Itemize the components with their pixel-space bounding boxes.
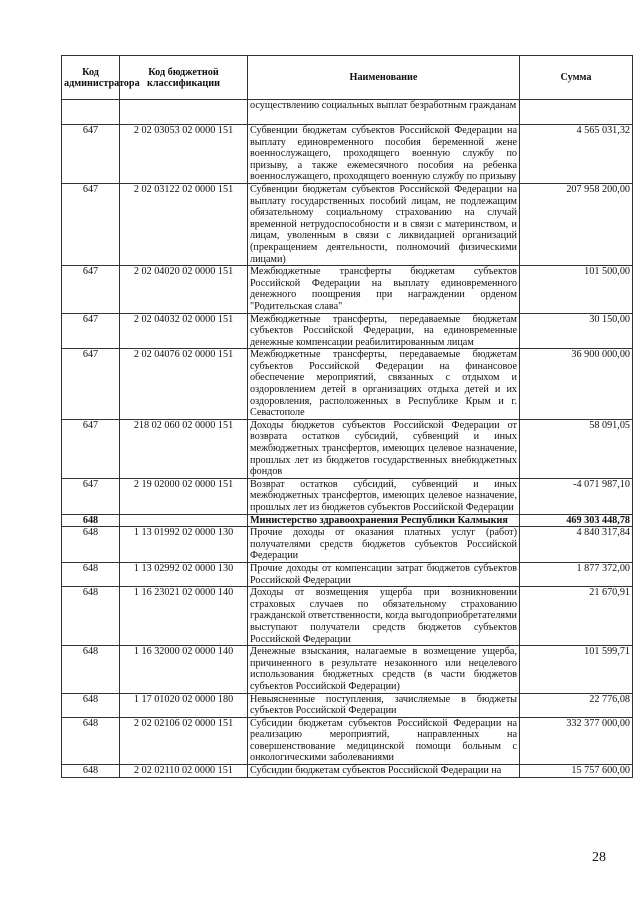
table-row: [62, 527, 633, 563]
name-cell: Субвенции бюджетам субъектов Российской Федерации на выплату государственных пособий лицам, не подлежащим обязательному социальному страхованию на случай временной нетрудоспособности и в связи с материнством, и лицам, уволенным в связи с ликвидацией организаций (прекращением деятельности, полномочий физическими лицами): [248, 183, 520, 265]
admin-code-cell: 647: [62, 478, 120, 514]
admin-code-cell: 647: [62, 419, 120, 478]
budget-code-cell: 1 13 02992 02 0000 130: [120, 562, 248, 586]
sum-cell: 15 757 600,00: [520, 765, 633, 778]
sum-cell: 58 091,05: [520, 419, 633, 478]
table-row: [62, 562, 633, 586]
name-cell: Невыясненные поступления, зачисляемые в бюджеты субъектов Российской Федерации: [248, 693, 520, 717]
budget-code-cell: 1 16 32000 02 0000 140: [120, 646, 248, 693]
budget-code-cell: 1 17 01020 02 0000 180: [120, 693, 248, 717]
name-cell: Субсидии бюджетам субъектов Российской Федерации на: [248, 765, 520, 778]
budget-code-cell: 2 02 03053 02 0000 151: [120, 125, 248, 184]
budget-code-cell: 2 02 04032 02 0000 151: [120, 313, 248, 349]
budget-code-cell: 2 02 03122 02 0000 151: [120, 183, 248, 265]
table-row: [62, 765, 633, 778]
table-row: [62, 514, 633, 527]
name-cell: Прочие доходы от оказания платных услуг (работ) получателями средств бюджетов субъектов Российской Федерации: [248, 527, 520, 563]
admin-code-cell: 647: [62, 266, 120, 313]
name-cell: Прочие доходы от компенсации затрат бюджетов субъектов Российской Федерации: [248, 562, 520, 586]
budget-code-cell: 2 19 02000 02 0000 151: [120, 478, 248, 514]
budget-code-cell: 2 02 04076 02 0000 151: [120, 349, 248, 420]
table-row: [62, 646, 633, 693]
header-budget-code: Код бюджетной классификации: [120, 56, 248, 100]
table-row: [62, 266, 633, 313]
table-row: [62, 478, 633, 514]
budget-code-cell: 1 13 01992 02 0000 130: [120, 527, 248, 563]
budget-code-cell: 2 02 02110 02 0000 151: [120, 765, 248, 778]
name-cell: Межбюджетные трансферты бюджетам субъектов Российской Федерации на выплату единовременного денежного поощрения при награждении орденом "Родительская слава": [248, 266, 520, 313]
header-name: Наименование: [248, 56, 520, 100]
name-cell: Возврат остатков субсидий, субвенций и иных межбюджетных трансфертов, имеющих целевое назначение, прошлых лет из бюджетов субъектов Российской Федерации: [248, 478, 520, 514]
continuation-admin-cell: [62, 100, 120, 125]
budget-code-cell: [120, 514, 248, 527]
sum-cell: 207 958 200,00: [520, 183, 633, 265]
admin-code-cell: 648: [62, 717, 120, 764]
sum-cell: 101 599,71: [520, 646, 633, 693]
admin-code-cell: 648: [62, 562, 120, 586]
table-row: [62, 419, 633, 478]
name-cell: Межбюджетные трансферты, передаваемые бюджетам субъектов Российской Федерации, на единовременные денежные компенсации реабилитированным лицам: [248, 313, 520, 349]
budget-code-cell: 1 16 23021 02 0000 140: [120, 587, 248, 646]
continuation-sum-cell: [520, 100, 633, 125]
header-sum: Сумма: [520, 56, 633, 100]
sum-cell: 22 776,08: [520, 693, 633, 717]
admin-code-cell: 648: [62, 765, 120, 778]
table-row: [62, 125, 633, 184]
table-row: [62, 587, 633, 646]
sum-cell: 4 565 031,32: [520, 125, 633, 184]
name-cell: Денежные взыскания, налагаемые в возмещение ущерба, причиненного в результате незаконного или нецелевого использования бюджетных средств (в части бюджетов субъектов Российской Федерации): [248, 646, 520, 693]
admin-code-cell: 648: [62, 693, 120, 717]
page-number: 28: [592, 850, 606, 865]
sum-cell: 21 670,91: [520, 587, 633, 646]
admin-code-cell: 648: [62, 646, 120, 693]
admin-code-cell: 648: [62, 587, 120, 646]
sum-cell: 4 840 317,84: [520, 527, 633, 563]
name-cell: Субвенции бюджетам субъектов Российской Федерации на выплату единовременного пособия беременной жене военнослужащего, проходящего военную службу по призыву, а также ежемесячного пособия на ребенка военнослужащего, проходящего военную службу по призыву: [248, 125, 520, 184]
table-row: [62, 693, 633, 717]
table-row: [62, 313, 633, 349]
continuation-kbk-cell: [120, 100, 248, 125]
admin-code-cell: 647: [62, 349, 120, 420]
name-cell: Доходы бюджетов субъектов Российской Федерации от возврата остатков субсидий, субвенций и иных межбюджетных трансфертов, имеющих целевое назначение, прошлых лет из бюджетов государственных внебюджетных фондов: [248, 419, 520, 478]
continuation-text: осуществлению социальных выплат безработным гражданам: [248, 100, 520, 125]
admin-code-cell: 648: [62, 514, 120, 527]
sum-cell: 30 150,00: [520, 313, 633, 349]
budget-code-cell: 2 02 04020 02 0000 151: [120, 266, 248, 313]
admin-code-cell: 647: [62, 125, 120, 184]
table-row: [62, 717, 633, 764]
name-cell: Доходы от возмещения ущерба при возникновении страховых случаев по обязательному страхованию гражданской ответственности, когда выгодоприобретателями выступают получатели средств бюджетов субъектов Российской Федерации: [248, 587, 520, 646]
sum-cell: 36 900 000,00: [520, 349, 633, 420]
name-cell: Межбюджетные трансферты, передаваемые бюджетам субъектов Российской Федерации на финансовое обеспечение мероприятий, связанных с отдыхом и оздоровлением детей в организациях отдыха детей и их оздоровления, расположенных в Республике Крым и г. Севастополе: [248, 349, 520, 420]
admin-code-cell: 647: [62, 313, 120, 349]
admin-code-cell: 647: [62, 183, 120, 265]
table-row: [62, 349, 633, 420]
sum-cell: -4 071 987,10: [520, 478, 633, 514]
admin-code-cell: 648: [62, 527, 120, 563]
continuation-row: [62, 100, 633, 125]
sum-cell: 101 500,00: [520, 266, 633, 313]
table-header-row: [62, 56, 633, 100]
table-row: [62, 183, 633, 265]
budget-revenue-table: [61, 55, 633, 778]
sum-cell: 469 303 448,78: [520, 514, 633, 527]
sum-cell: 332 377 000,00: [520, 717, 633, 764]
name-cell: Министерство здравоохранения Республики Калмыкия: [248, 514, 520, 527]
header-admin-code: Код администратора: [62, 56, 120, 100]
name-cell: Субсидии бюджетам субъектов Российской Федерации на реализацию мероприятий, направленных на совершенствование медицинской помощи больным с онкологическими заболеваниями: [248, 717, 520, 764]
budget-code-cell: 218 02 060 02 0000 151: [120, 419, 248, 478]
sum-cell: 1 877 372,00: [520, 562, 633, 586]
budget-code-cell: 2 02 02106 02 0000 151: [120, 717, 248, 764]
